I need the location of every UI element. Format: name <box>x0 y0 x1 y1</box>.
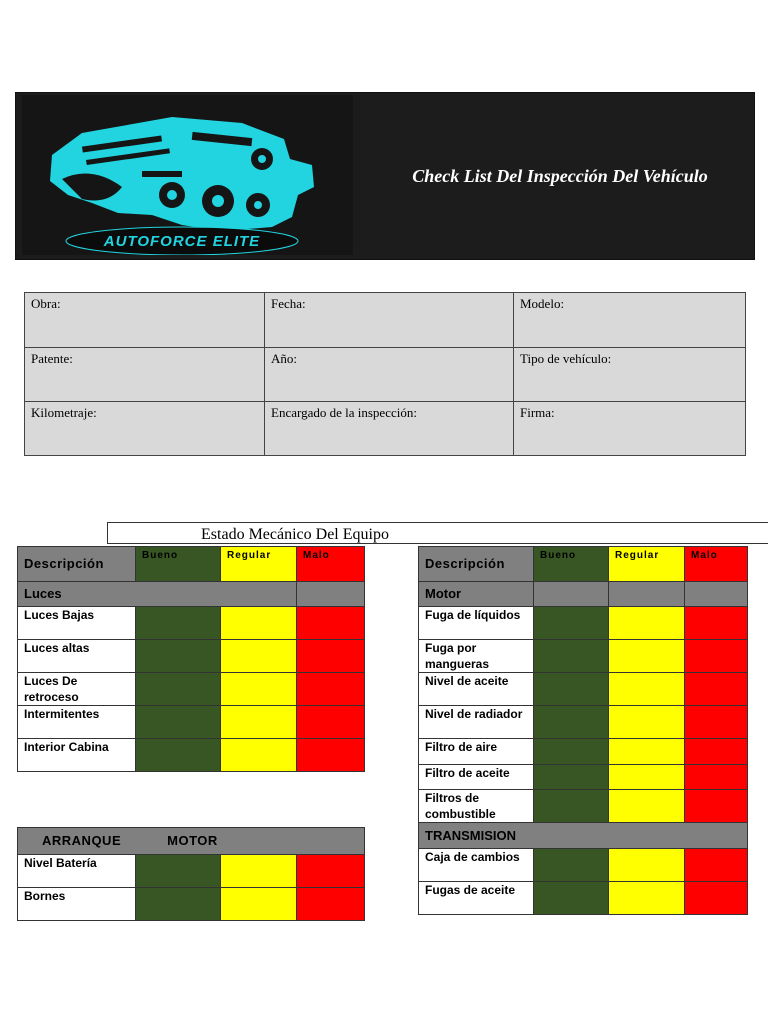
bueno-cell[interactable] <box>136 673 221 706</box>
section-cell <box>685 582 748 607</box>
bueno-cell[interactable] <box>534 739 609 765</box>
malo-cell[interactable] <box>685 607 748 640</box>
firma-field[interactable]: Firma: <box>514 402 746 456</box>
malo-cell[interactable] <box>685 765 748 790</box>
page-title: Check List Del Inspección Del Vehículo <box>412 165 708 186</box>
bueno-cell[interactable] <box>534 790 609 823</box>
bueno-cell[interactable] <box>534 640 609 673</box>
logo <box>22 95 353 255</box>
item-label: Luces De retroceso <box>18 673 136 706</box>
fecha-field[interactable]: Fecha: <box>265 293 514 348</box>
item-label: Nivel de aceite <box>419 673 534 706</box>
item-label: Luces altas <box>18 640 136 673</box>
engine-icon <box>22 95 353 255</box>
malo-cell[interactable] <box>297 673 365 706</box>
motor-label: MOTOR <box>167 833 218 848</box>
item-label: Fuga por mangueras <box>419 640 534 673</box>
item-label: Filtro de aceite <box>419 765 534 790</box>
table-row <box>18 888 365 921</box>
table-row <box>419 790 748 823</box>
table-row <box>18 855 365 888</box>
item-label: Fugas de aceite <box>419 882 534 915</box>
table-row <box>18 640 365 673</box>
luces-table <box>17 546 365 772</box>
section-motor: Motor <box>419 582 534 607</box>
table-row <box>419 765 748 790</box>
bueno-header: Bueno <box>136 547 221 582</box>
bueno-cell[interactable] <box>136 607 221 640</box>
regular-cell[interactable] <box>221 673 297 706</box>
bueno-cell[interactable] <box>534 706 609 739</box>
malo-cell[interactable] <box>685 706 748 739</box>
tipo-vehiculo-field[interactable]: Tipo de vehículo: <box>514 348 746 402</box>
bueno-cell[interactable] <box>136 888 221 921</box>
regular-header: Regular <box>221 547 297 582</box>
regular-cell[interactable] <box>221 855 297 888</box>
section-cell <box>297 582 365 607</box>
patente-field[interactable]: Patente: <box>25 348 265 402</box>
section-transmision: TRANSMISION <box>419 823 748 849</box>
encargado-field[interactable]: Encargado de la inspección: <box>265 402 514 456</box>
regular-cell[interactable] <box>609 640 685 673</box>
item-label: Filtros de combustible <box>419 790 534 823</box>
table-row <box>419 673 748 706</box>
regular-cell[interactable] <box>221 706 297 739</box>
regular-cell[interactable] <box>609 790 685 823</box>
bueno-cell[interactable] <box>136 855 221 888</box>
kilometraje-field[interactable]: Kilometraje: <box>25 402 265 456</box>
item-label: Nivel de radiador <box>419 706 534 739</box>
bueno-cell[interactable] <box>136 739 221 772</box>
item-label: Filtro de aire <box>419 739 534 765</box>
table-row <box>419 607 748 640</box>
bueno-cell[interactable] <box>136 706 221 739</box>
table-row <box>419 739 748 765</box>
table-row <box>18 673 365 706</box>
regular-cell[interactable] <box>609 607 685 640</box>
regular-cell[interactable] <box>609 882 685 915</box>
anio-field[interactable]: Año: <box>265 348 514 402</box>
malo-cell[interactable] <box>297 739 365 772</box>
regular-cell[interactable] <box>221 739 297 772</box>
regular-cell[interactable] <box>221 888 297 921</box>
bueno-cell[interactable] <box>534 607 609 640</box>
bueno-cell[interactable] <box>136 640 221 673</box>
malo-cell[interactable] <box>297 888 365 921</box>
malo-header: Malo <box>685 547 748 582</box>
section-arranque-motor <box>18 828 365 855</box>
malo-cell[interactable] <box>297 640 365 673</box>
motor-table <box>418 546 748 915</box>
descripcion-header: Descripción <box>18 547 136 582</box>
bueno-cell[interactable] <box>534 882 609 915</box>
malo-cell[interactable] <box>685 790 748 823</box>
item-label: Caja de cambios <box>419 849 534 882</box>
section-cell <box>609 582 685 607</box>
table-row <box>18 706 365 739</box>
item-label: Nivel Batería <box>18 855 136 888</box>
regular-cell[interactable] <box>609 739 685 765</box>
table-row <box>419 849 748 882</box>
item-label: Fuga de líquidos <box>419 607 534 640</box>
table-row <box>419 640 748 673</box>
table-row <box>419 882 748 915</box>
table-row <box>18 739 365 772</box>
item-label: Interior Cabina <box>18 739 136 772</box>
obra-field[interactable]: Obra: <box>25 293 265 348</box>
bueno-header: Bueno <box>534 547 609 582</box>
malo-cell[interactable] <box>685 673 748 706</box>
item-label: Intermitentes <box>18 706 136 739</box>
regular-cell[interactable] <box>609 849 685 882</box>
regular-cell[interactable] <box>221 640 297 673</box>
regular-cell[interactable] <box>609 673 685 706</box>
info-table <box>24 292 746 456</box>
bueno-cell[interactable] <box>534 849 609 882</box>
table-row <box>18 607 365 640</box>
estado-mecanico-title: Estado Mecánico Del Equipo <box>107 522 768 544</box>
bueno-cell[interactable] <box>534 765 609 790</box>
item-label: Bornes <box>18 888 136 921</box>
regular-header: Regular <box>609 547 685 582</box>
regular-cell[interactable] <box>609 706 685 739</box>
malo-cell[interactable] <box>297 607 365 640</box>
regular-cell[interactable] <box>221 607 297 640</box>
malo-cell[interactable] <box>685 640 748 673</box>
arranque-label: ARRANQUE <box>42 833 122 848</box>
malo-cell[interactable] <box>685 882 748 915</box>
table-row <box>419 706 748 739</box>
item-label: Luces Bajas <box>18 607 136 640</box>
malo-cell[interactable] <box>685 739 748 765</box>
malo-header: Malo <box>297 547 365 582</box>
logo-text: AUTOFORCE ELITE <box>103 233 261 250</box>
malo-cell[interactable] <box>297 706 365 739</box>
header-banner <box>15 92 755 260</box>
regular-cell[interactable] <box>609 765 685 790</box>
descripcion-header: Descripción <box>419 547 534 582</box>
arranque-table <box>17 827 365 921</box>
section-luces: Luces <box>18 582 297 607</box>
bueno-cell[interactable] <box>534 673 609 706</box>
malo-cell[interactable] <box>685 849 748 882</box>
section-cell <box>534 582 609 607</box>
malo-cell[interactable] <box>297 855 365 888</box>
modelo-field[interactable]: Modelo: <box>514 293 746 348</box>
